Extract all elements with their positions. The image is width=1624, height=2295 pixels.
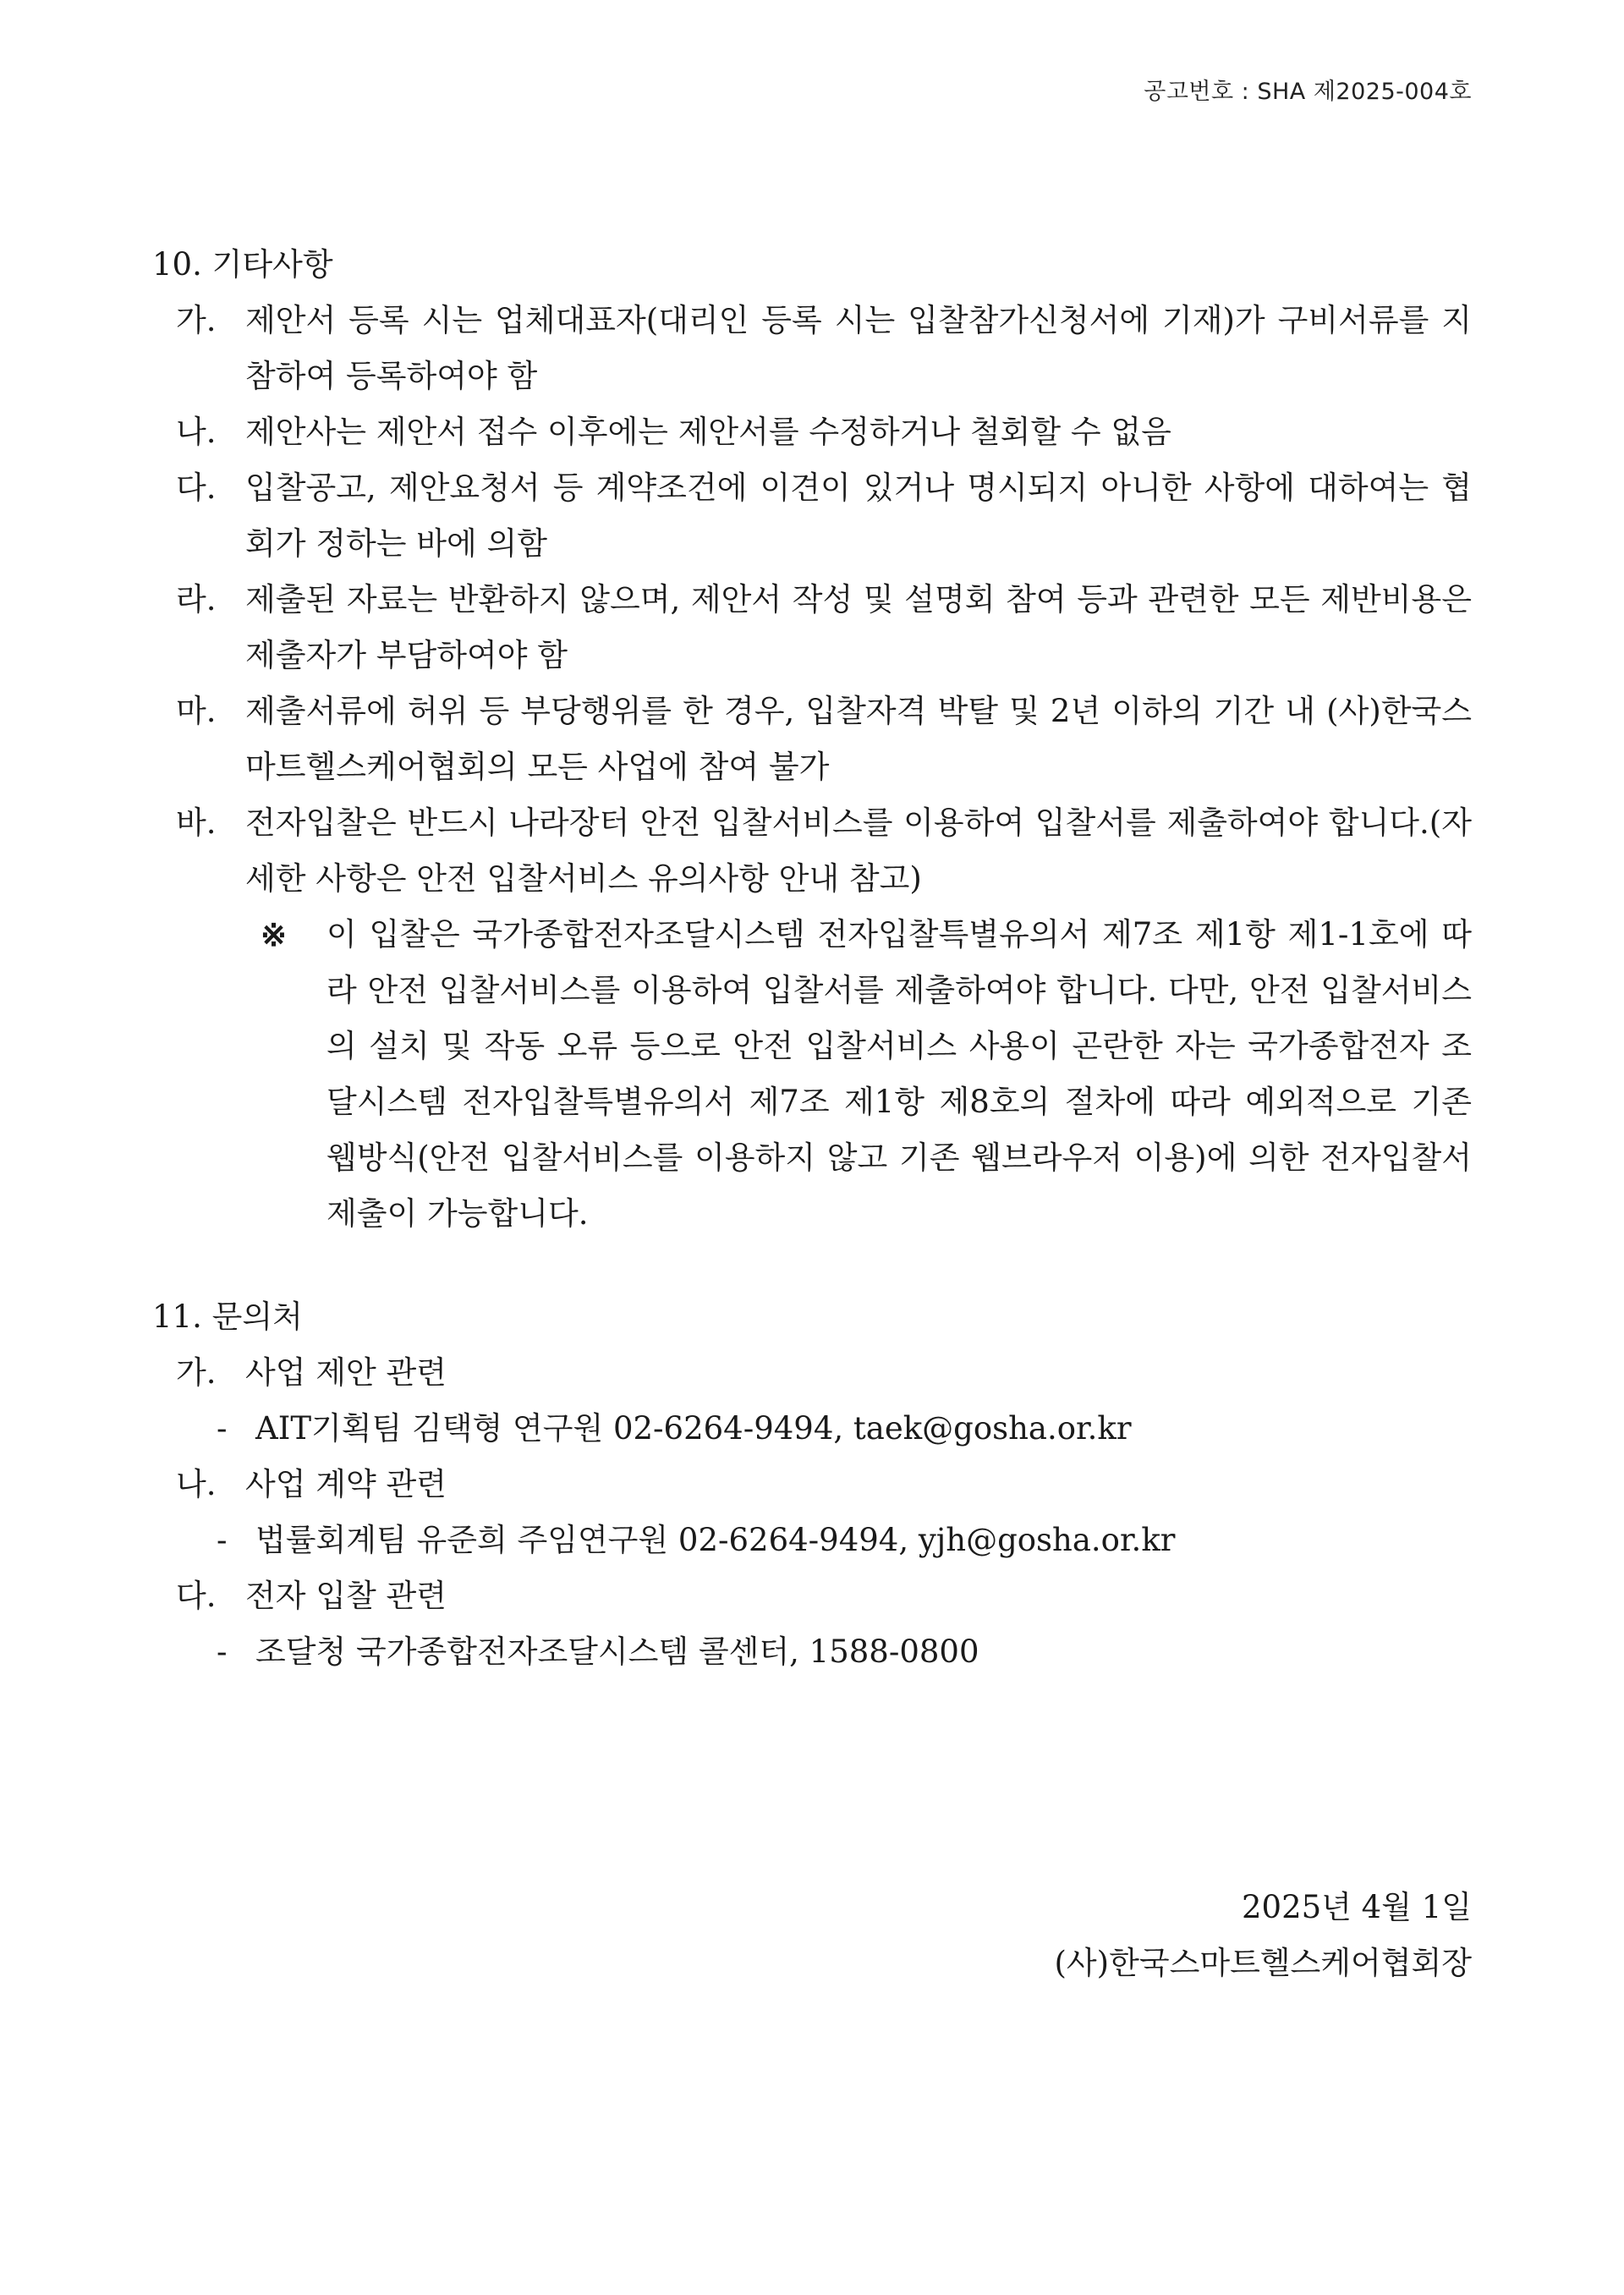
announcement-date: 2025년 4월 1일 <box>1242 1889 1472 1925</box>
section-inquiries <box>152 1289 1472 1680</box>
item-marker: 가. <box>176 1354 217 1391</box>
contact-line <box>217 1401 1472 1457</box>
contact-text: AIT기획팀 김택형 연구원 02-6264-9494, taek@gosha.or.kr <box>255 1410 1132 1447</box>
dash-bullet: - <box>217 1633 228 1670</box>
item-text: 입찰공고, 제안요청서 등 계약조건에 이견이 있거나 명시되지 아니한 사항에 대하여는 협회가 정하는 바에 의함 <box>245 469 1472 562</box>
inquiry-label: 사업 계약 관련 <box>245 1466 447 1502</box>
item-marker: 라. <box>176 581 217 618</box>
inquiry-group <box>176 1568 1472 1624</box>
list-item <box>176 460 1472 572</box>
item-marker: 나. <box>176 1466 217 1502</box>
signoff-block <box>1054 1880 1472 1991</box>
contact-text: 법률회계팀 유준희 주임연구원 02-6264-9494, yjh@gosha.or.kr <box>255 1522 1176 1558</box>
inquiry-group <box>176 1457 1472 1513</box>
notice-number: 공고번호 : SHA 제2025-004호 <box>1144 79 1472 105</box>
item-text: 제안사는 제안서 접수 이후에는 제안서를 수정하거나 철회할 수 없음 <box>245 414 1171 450</box>
item-marker: 다. <box>176 469 217 506</box>
list-item <box>176 684 1472 795</box>
section-spacer <box>152 1242 1472 1289</box>
item-marker: 바. <box>176 804 217 841</box>
list-item <box>176 572 1472 684</box>
item-text: 제안서 등록 시는 업체대표자(대리인 등록 시는 입찰참가신청서에 기재)가 구비서류를 지참하여 등록하여야 함 <box>245 302 1472 394</box>
contact-line <box>217 1513 1472 1568</box>
section-title-inquiries: 11. 문의처 <box>152 1298 303 1335</box>
dash-bullet: - <box>217 1522 228 1558</box>
contact-line <box>217 1624 1472 1680</box>
item-marker: 나. <box>176 414 217 450</box>
document-body <box>152 237 1472 1680</box>
section-title-other-matters: 10. 기타사항 <box>152 246 333 283</box>
reference-mark-icon: ※ <box>261 916 288 953</box>
item-marker: 다. <box>176 1578 217 1614</box>
item-marker: 가. <box>176 302 217 338</box>
list-item <box>176 795 1472 907</box>
note-paragraph <box>261 907 1472 1242</box>
inquiry-group <box>176 1345 1472 1401</box>
section-other-matters <box>152 237 1472 1242</box>
item-text: 제출된 자료는 반환하지 않으며, 제안서 작성 및 설명회 참여 등과 관련한 모든 제반비용은 제출자가 부담하여야 함 <box>245 581 1472 673</box>
item-text: 전자입찰은 반드시 나라장터 안전 입찰서비스를 이용하여 입찰서를 제출하여야 합니다.(자세한 사항은 안전 입찰서비스 유의사항 안내 참고) <box>245 804 1472 897</box>
list-item <box>176 293 1472 404</box>
inquiry-label: 전자 입찰 관련 <box>245 1578 447 1614</box>
contact-text: 조달청 국가종합전자조달시스템 콜센터, 1588-0800 <box>255 1633 979 1670</box>
list-item <box>176 404 1472 460</box>
inquiry-label: 사업 제안 관련 <box>245 1354 447 1391</box>
item-text: 제출서류에 허위 등 부당행위를 한 경우, 입찰자격 박탈 및 2년 이하의 기간 내 (사)한국스마트헬스케어협회의 모든 사업에 참여 불가 <box>245 693 1472 785</box>
item-marker: 마. <box>176 693 217 729</box>
dash-bullet: - <box>217 1410 228 1447</box>
issuer-name: (사)한국스마트헬스케어협회장 <box>1054 1945 1472 1981</box>
note-text: 이 입찰은 국가종합전자조달시스템 전자입찰특별유의서 제7조 제1항 제1-1호에 따라 안전 입찰서비스를 이용하여 입찰서를 제출하여야 합니다. 다만, 안전 입찰서비스의 설치 및 작동 오류 등으로 안전 입찰서비스 사용이 곤란한 자는 국가종합전자 조달시스템 전자입찰특별유의서 제7조 제1항 제8호의 절차에 따라 예외적으로 기존 웹방식(안전 입찰서비스를 이용하지 않고 기존 웹브라우저 이용)에 의한 전자입찰서 제출이 가능합니다. <box>326 916 1472 1232</box>
